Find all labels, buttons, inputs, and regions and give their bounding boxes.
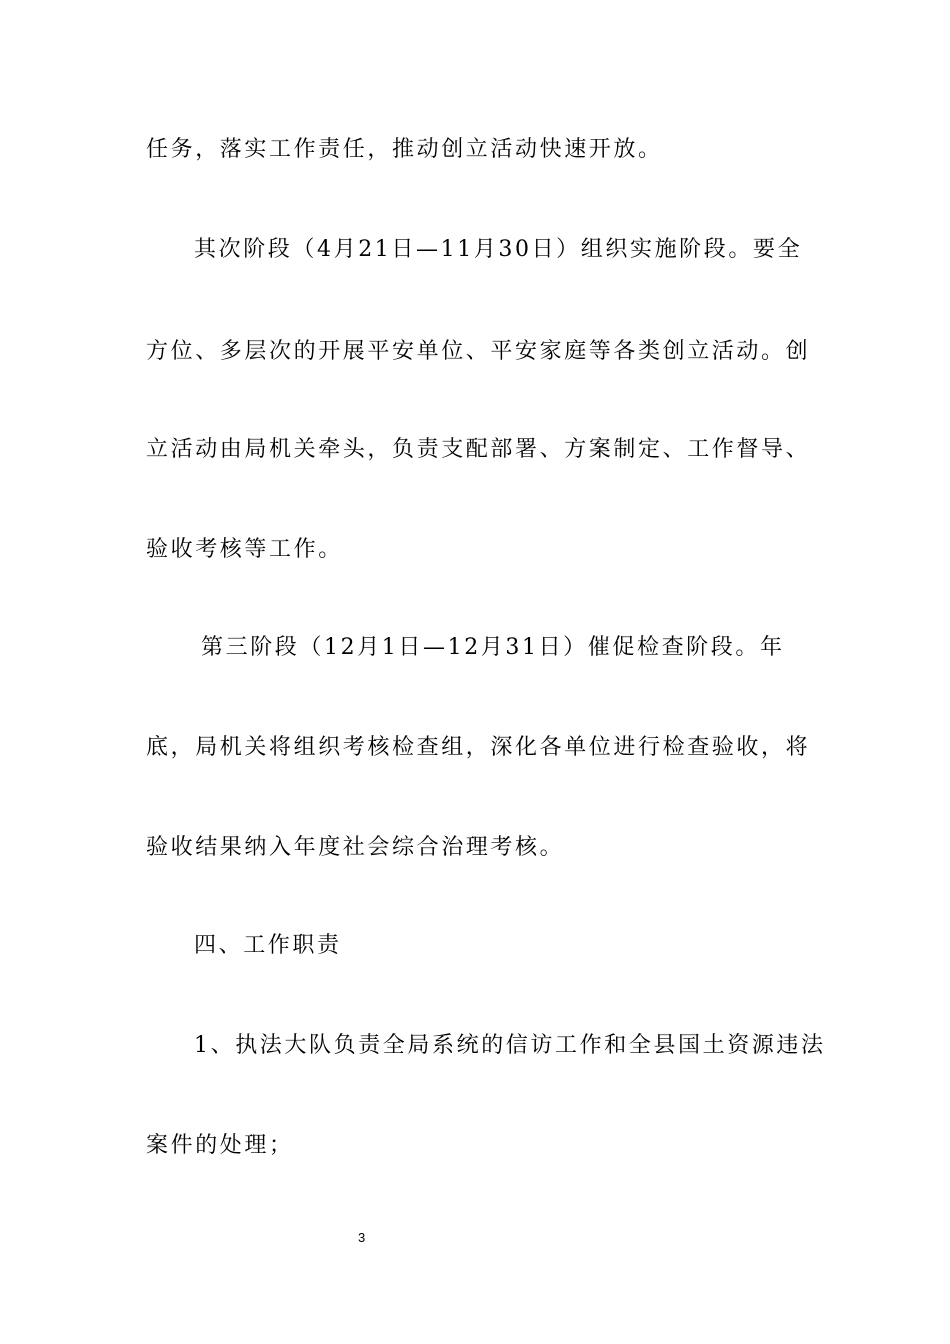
paragraph-line: 其次阶段（4月21日—11月30日）组织实施阶段。要全 [194, 237, 803, 262]
section-heading: 四、工作职责 [194, 933, 342, 958]
paragraph-line: 验收考核等工作。 [146, 537, 343, 562]
paragraph-line: 案件的处理； [146, 1133, 294, 1158]
paragraph-line: 立活动由局机关牵头，负责支配部署、方案制定、工作督导、 [146, 437, 811, 462]
paragraph-line: 验收结果纳入年度社会综合治理考核。 [146, 835, 565, 860]
paragraph-line: 底，局机关将组织考核检查组，深化各单位进行检查验收，将 [146, 735, 811, 760]
paragraph-line: 1、执法大队负责全局系统的信访工作和全县国土资源违法 [194, 1033, 826, 1058]
paragraph-line: 方位、多层次的开展平安单位、平安家庭等各类创立活动。创 [146, 339, 811, 364]
paragraph-line: 任务，落实工作责任，推动创立活动快速开放。 [146, 137, 663, 162]
page-number: 3 [358, 1230, 366, 1245]
paragraph-line: 第三阶段（12月1日—12月31日）催促检查阶段。年 [201, 635, 785, 660]
